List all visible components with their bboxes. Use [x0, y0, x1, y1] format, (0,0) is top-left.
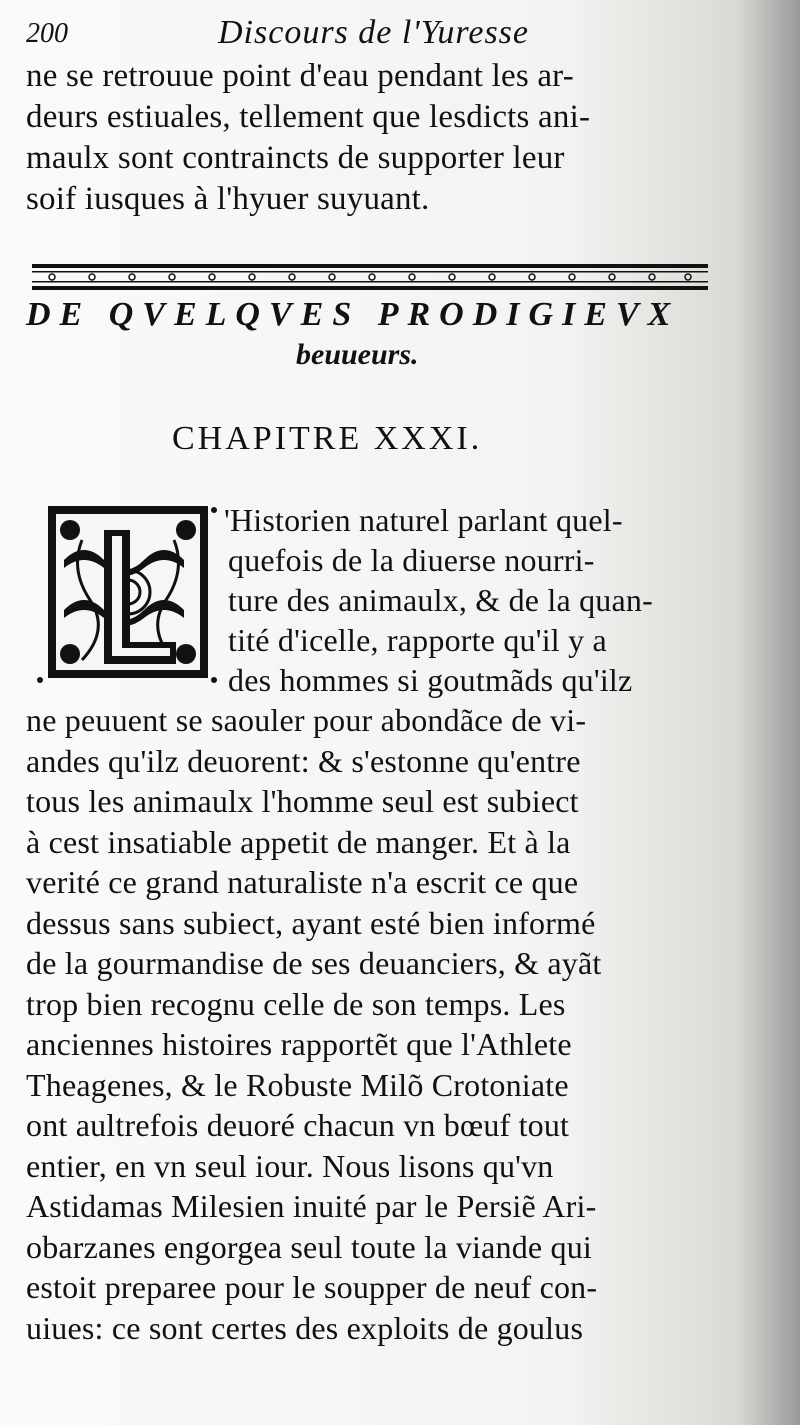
text-line: à cest insatiable appetit de manger. Et à la [26, 823, 571, 860]
text-line: tité d'icelle, rapporte qu'il y a [228, 622, 607, 658]
text-line: maulx sont contraincts de supporter leur [26, 140, 565, 176]
text-line: uiues: ce sont certes des exploits de goulus [26, 1309, 584, 1346]
text-line: Astidamas Milesien inuité par le Persiẽ Ari- [26, 1188, 597, 1224]
running-title: Discours de l'Yuresse [218, 14, 529, 51]
chapter-title [26, 296, 716, 371]
text-line: obarzanes engorgea seul toute la viande qui [26, 1228, 593, 1265]
chapter-title-line2: beuueurs. [296, 338, 419, 371]
opening-lines [224, 500, 708, 700]
decorated-initial-image [34, 500, 220, 690]
text-line: trop bien recognu celle de son temps. Les [26, 985, 566, 1022]
text-line: verité ce grand naturaliste n'a escrit ce que [26, 864, 579, 900]
text-line: quefois de la diuerse nourri- [228, 542, 595, 578]
text-line: soif iusques à l'hyuer suyuant. [26, 181, 430, 217]
chapter-title-line1: DE QVELQVES PRODIGIEVX [26, 296, 680, 333]
top-paragraph [26, 56, 711, 220]
chapter-number: CHAPITRE XXXI. [172, 420, 483, 457]
text-line: tous les animaulx l'homme seul est subiect [26, 783, 579, 819]
text-line: Theagenes, & le Robuste Milõ Crotoniate [26, 1066, 569, 1103]
text-line: anciennes histoires rapportẽt que l'Athlete [26, 1026, 572, 1062]
body-paragraph [26, 700, 711, 1348]
text-line: ont aultrefois deuoré chacun vn bœuf tout [26, 1107, 570, 1143]
text-line: des hommes si goutmãds qu'ilz [228, 662, 633, 698]
text-line: dessus sans subiect, ayant esté bien informé [26, 904, 596, 941]
text-line: entier, en vn seul iour. Nous lisons qu'vn [26, 1147, 554, 1184]
text-line: ne se retrouue point d'eau pendant les ar- [26, 58, 574, 94]
page-number: 200 [26, 18, 68, 49]
text-line: ture des animaulx, & de la quan- [228, 582, 653, 618]
text-line: ne peuuent se saouler pour abondãce de vi- [26, 702, 587, 738]
text-line: de la gourmandise de ses deuanciers, & ayãt [26, 945, 602, 981]
text-line: 'Historien naturel parlant quel- [224, 502, 623, 538]
ornamental-rule [32, 262, 708, 292]
text-line: deurs estiuales, tellement que lesdicts ani- [26, 99, 591, 135]
text-line: estoit preparee pour le soupper de neuf con- [26, 1269, 598, 1305]
text-line: andes qu'ilz deuorent: & s'estonne qu'entre [26, 742, 581, 779]
